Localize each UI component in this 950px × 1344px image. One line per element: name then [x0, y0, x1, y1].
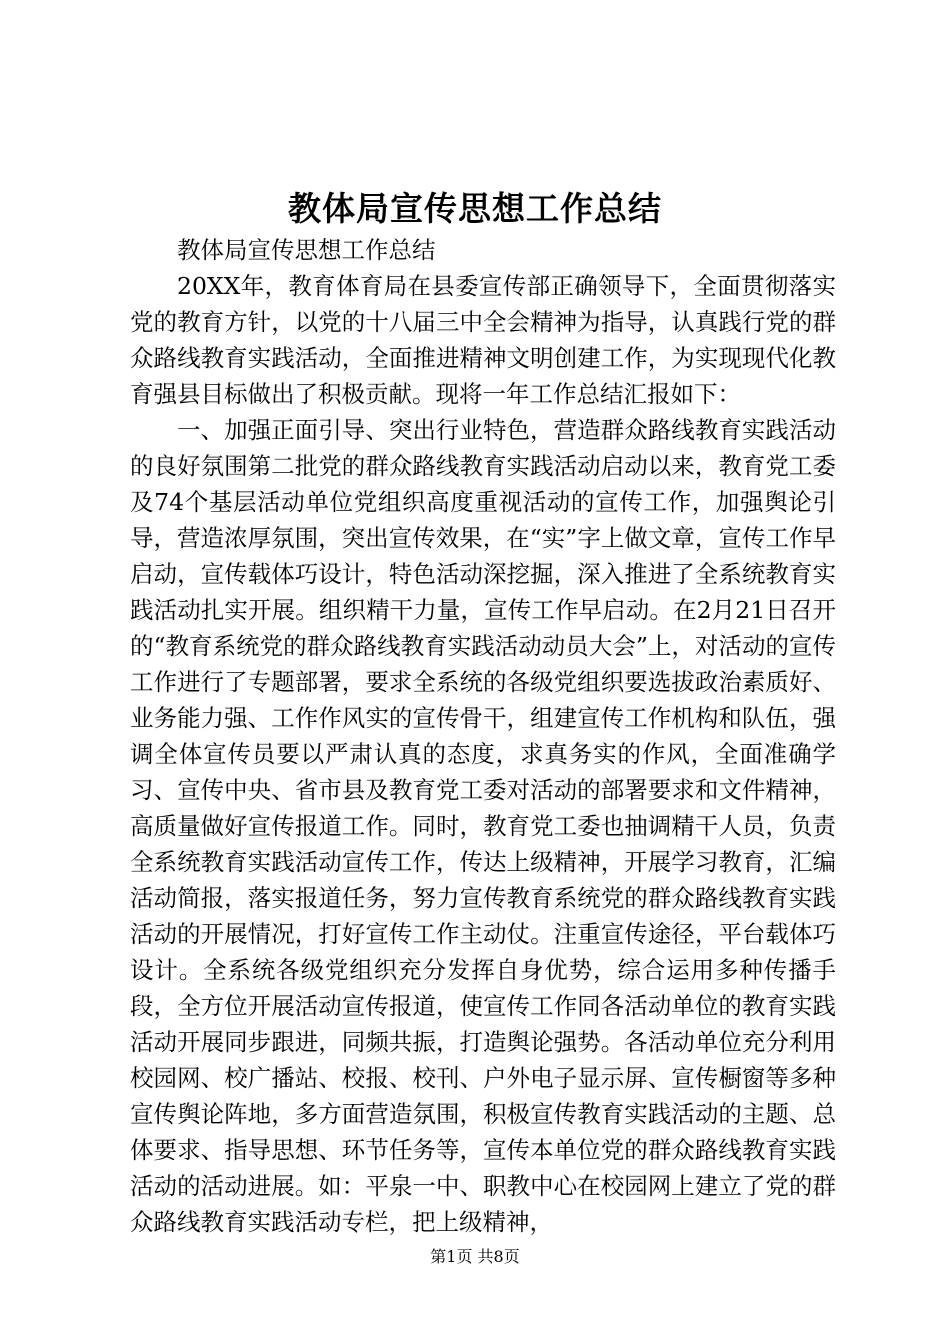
body-paragraph-subtitle: 教体局宣传思想工作总结	[177, 236, 436, 264]
document-title: 教体局宣传思想工作总结	[288, 189, 662, 228]
document-body	[130, 232, 836, 1240]
body-paragraph-intro: 20XX年，教育体育局在县委宣传部正确领导下，全面贯彻落实党的教育方针，以党的十八届三中全会精神为指导，认真践行党的群众路线教育实践活动，全面推进精神文明创建工作，为实现现代化教育强县目标做出了积极贡献。现将一年工作总结汇报如下：	[130, 272, 836, 408]
page-footer: 第1页 共8页	[430, 1247, 520, 1266]
body-paragraph-section-one: 一、加强正面引导、突出行业特色，营造群众路线教育实践活动的良好氛围第二批党的群众路线教育实践活动启动以来，教育党工委及74个基层活动单位党组织高度重视活动的宣传工作，加强舆论引导，营造浓厚氛围，突出宣传效果，在“实”字上做文章，宣传工作早启动，宣传载体巧设计，特色活动深挖掘，深入推进了全系统教育实践活动扎实开展。组织精干力量，宣传工作早启动。在2月21日召开的“教育系统党的群众路线教育实践活动动员大会”上，对活动的宣传工作进行了专题部署，要求全系统的各级党组织要选拔政治素质好、业务能力强、工作作风实的宣传骨干，组建宣传工作机构和队伍，强调全体宣传员要以严肃认真的态度，求真务实的作风，全面准确学习、宣传中央、省市县及教育党工委对活动的部署要求和文件精神，高质量做好宣传报道工作。同时，教育党工委也抽调精干人员，负责全系统教育实践活动宣传工作，传达上级精神，开展学习教育，汇编活动简报，落实报道任务，努力宣传教育系统党的群众路线教育实践活动的开展情况，打好宣传工作主动仗。注重宣传途径，平台载体巧设计。全系统各级党组织充分发挥自身优势，综合运用多种传播手段，全方位开展活动宣传报道，使宣传工作同各活动单位的教育实践活动开展同步跟进，同频共振，打造舆论强势。各活动单位充分利用校园网、校广播站、校报、校刊、户外电子显示屏、宣传橱窗等多种宣传舆论阵地，多方面营造氛围，积极宣传教育实践活动的主题、总体要求、指导思想、环节任务等，宣传本单位党的群众路线教育实践活动的活动进展。如：平泉一中、职教中心在校园网上建立了党的群众路线教育实践活动专栏，把上级精神，	[130, 416, 836, 1236]
